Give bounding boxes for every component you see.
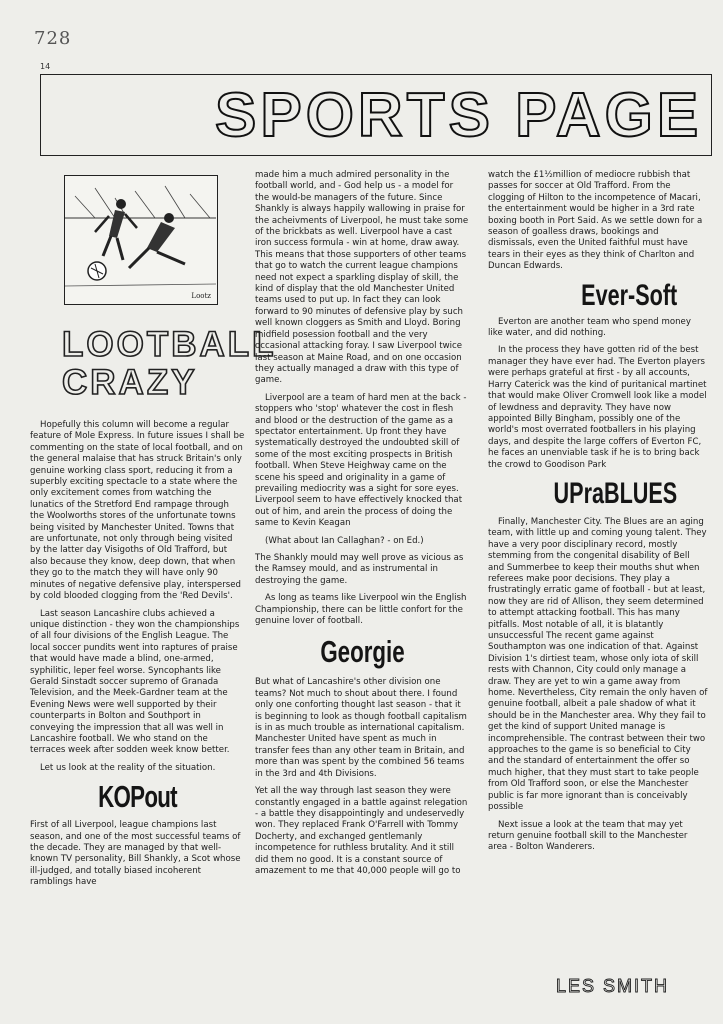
cartoon-signature: Lootz xyxy=(191,292,211,300)
column3-paragraph: In the process they have gotten rid of the best manager they have ever had. The Everton players were perhaps grateful at first - by all accounts, Harry Caterick was the kind of puritanical martinet that would make Oliver Cromwell look like a model of lewdness and depravity. They have now appointed Billy Bingham, possibly one of the world's most overrated footballers in his playing days, and despite the large coffers of Everton FC, he faces an unenviable task if he is to bring back the crowd to Goodison Park xyxy=(488,345,707,470)
page-mark: 14 xyxy=(40,62,51,71)
column-3 xyxy=(488,170,708,860)
football-cartoon-drawing xyxy=(65,176,216,303)
author-byline: LES SMITH xyxy=(556,976,670,996)
georgie-heading: Georgie xyxy=(320,634,405,670)
page-number: 728 xyxy=(34,28,72,49)
lootball-crazy-title xyxy=(62,325,277,402)
football-cartoon xyxy=(64,175,218,305)
column1-paragraph: First of all Liverpool, league champions last season, and one of the most successful teams of the decade. They are managed by that well-known TV personality, Bill Shankly, a Scot whose ill-judged, and totally biased incoherent ramblings have xyxy=(30,820,241,888)
column2-paragraph: As long as teams like Liverpool win the English Championship, there can be little confort for the genuine lover of football. xyxy=(255,593,467,627)
ever-soft-heading: Ever-Soft xyxy=(581,278,678,312)
kopout-heading: KOPout xyxy=(98,779,177,815)
column-2 xyxy=(255,170,470,883)
column2-paragraph: Yet all the way through last season they were constantly engaged in a battle against relegation - a battle they disappointingly and undeservedly won. They replaced Frank O'Farrell with Tommy Docherty, and exchanged gentlemanly incompetence for ruthless brutality. And it still did them no good. It is a constant source of amazement to me that 40,000 people will go to xyxy=(255,786,468,876)
column3-paragraph: Finally, Manchester City. The Blues are an aging team, with little up and coming young talent. They have a very poor disciplinary record, mostly stemming from the congenital disability of Bell and Summerbee to keep their mouths shut when referees make poor decisions. They play a frustratingly erratic game of football - but at least, now they are rid of Allison, they seem determined to attempt attacking football. This has many pitfalls. Most notable of all, it is blatantly unsuccessful The recent game against Southampton was one indication of that. Against Division 1's dirtiest team, whose only iota of skill rests with Channon, City could only manage a draw. They are yet to win a game away from home. Nevertheless, City remain the only haven of genuine football, albeit a pale shadow of what it should be in the Manchester area. Why they fail to get the kind of support United manage is incomprehensible. The contrast between their two approaches to the game is so beneficial to City and the standard of entertainment the offer so much higher, that they must start to take people from Old Trafford soon, or else the Manchester public is far more ignorant than is conceivably possible xyxy=(488,516,708,813)
column2-paragraph: Liverpool are a team of hard men at the back - stoppers who 'stop' whatever the cost in flesh and blood or the destruction of the game as a spectator entertainment. Up front they have systematically destroyed the undoubted skill of some of the most exciting prospects in British football. When Steve Heighway came on the scene his speed and originality in a game of prevailing mediocrity was a sight for sore eyes. Liverpool seem to have effectively knocked that out of him, and arein the process of doing the same to Kevin Keagan xyxy=(255,392,467,529)
upra-blues-heading: UPraBLUES xyxy=(553,476,678,510)
column3-paragraph: Everton are another team who spend money like water, and did nothing. xyxy=(488,316,691,339)
column-1 xyxy=(30,420,245,895)
page-title: SPORTS PAGE xyxy=(215,81,703,150)
column2-paragraph: But what of Lancashire's other division one teams? Not much to shout about there. I found only one conforting thought last season - that it is beginning to look as though football capitalism is in as much trouble as international capitalism. Manchester United have spent as much in transfer fees than any other team in Britain, and more than was spent by the combined 56 teams in the 3rd and 4th Divisions. xyxy=(255,677,467,779)
lootball-title-line-1: LOOTBALL xyxy=(62,325,277,364)
column1-paragraph: Let us look at the reality of the situation. xyxy=(40,762,216,773)
column2-paragraph: The Shankly mould may well prove as vicious as the Ramsey mould, and as instrumental in destroying the game. xyxy=(255,553,464,586)
lootball-title-line-2: CRAZY xyxy=(62,363,198,402)
column3-paragraph: watch the £1½million of mediocre rubbish that passes for soccer at Old Trafford. From the clogging of Hilton to the incompetence of Macari, the entertainment would be higher in a 3rd rate boxing booth in Port Said. As we settle down for a season of goalless draws, bookings and dismissals, even the United faithful must have tears in their eyes as they think of Charlton and Duncan Edwards. xyxy=(488,170,703,272)
column1-paragraph: Hopefully this column will become a regular feature of Mole Express. In future issues I shall be commenting on the state of local football, and on the general malaise that has struck Britain's only genuine working class sport, reducing it from a superbly exciting spectacle to a state where the only excitement comes from watching the lunatics of the Stretford End rampage through the Woolworths stores of the unfortunate towns being visited by Manchester United. Towns that are unfortunate, not only through being visited by the latter day Visigoths of Old Trafford, but also because they know, deep down, that when they go to the match they will have only 90 minutes of negative defensive play, interspersed by cold blooded clogging from the 'Red Devils'. xyxy=(30,420,245,602)
column2-paragraph: (What about Ian Callaghan? - on Ed.) xyxy=(265,535,424,546)
column3-paragraph: Next issue a look at the team that may yet return genuine football skill to the Manchester area - Bolton Wanderers. xyxy=(488,819,688,853)
column1-paragraph: Last season Lancashire clubs achieved a unique distinction - they won the championships of all four divisions of the English League. The local soccer pundits went into raptures of praise that would have made a blind, one-armed, syphilitic, leper feel worse. Syncophants like Gerald Sinstadt soccer supremo of Granada Television, and the Meek-Gardner team at the Evening News were well supported by their counterparts in Bolton and Southport in conveying the impression that all was well in Lancashire football. We who stand on the terraces week after sodden week know better. xyxy=(30,608,240,756)
column2-paragraph: made him a much admired personality in the football world, and - God help us - a model for the would-be managers of the future. Since Shankly is always happily wallowing in praise for the acheivments of Liverpool, he must take some of the brickbats as well. Liverpool have a cast iron success formula - win at home, draw away. This means that those supporters of other teams that go to watch the current league champions need not expect a sparkling display of skill, the kind of display that the old Manchester United teams used to put up. In fact they can look forward to 90 minutes of defensive play by such well known cloggers as Smith and Lloyd. Boring midfield posession football and the very occasional attacking foray. I saw Liverpool twice last season at Maine Road, and on one occasion they actually managed a draw with this type of game. xyxy=(255,170,469,386)
